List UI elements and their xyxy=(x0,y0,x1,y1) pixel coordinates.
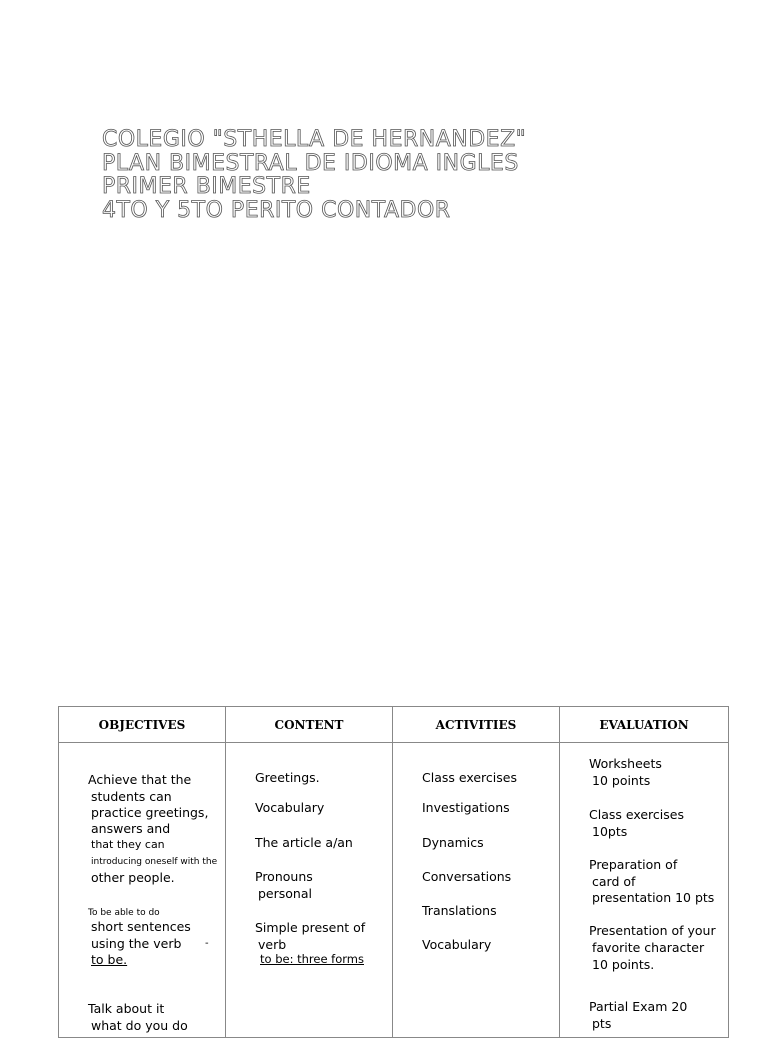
objective-item: Achieve that the xyxy=(88,772,192,787)
table-header-row xyxy=(59,707,729,743)
content-text: to be: three forms xyxy=(260,952,364,966)
activity-item: Vocabulary xyxy=(422,937,492,952)
content-cell xyxy=(226,743,393,1038)
objective-item: Talk about it xyxy=(88,1001,165,1016)
table-row xyxy=(59,743,729,1038)
evaluation-item: Partial Exam 20 xyxy=(589,999,688,1014)
activity-item: Investigations xyxy=(422,800,510,815)
evaluation-item: Class exercises xyxy=(589,807,684,822)
activities-cell xyxy=(393,743,560,1038)
activity-item: Translations xyxy=(422,903,497,918)
title-line-grades: 4TO Y 5TO PERITO CONTADOR xyxy=(102,197,451,223)
title-line-school: COLEGIO "STHELLA DE HERNANDEZ" xyxy=(102,127,527,152)
content-item: Greetings. xyxy=(255,770,320,785)
plan-table xyxy=(58,706,729,1038)
objective-text: short sentences xyxy=(91,919,191,934)
header-content: CONTENT xyxy=(226,707,393,743)
content-item: Pronouns xyxy=(255,869,313,884)
objective-text: answers and xyxy=(91,821,171,836)
objective-text: students can xyxy=(91,789,172,804)
evaluation-text: 10pts xyxy=(592,824,628,839)
content-text: personal xyxy=(258,886,312,901)
content-item: Simple present of xyxy=(255,920,366,935)
title-line-plan: PLAN BIMESTRAL DE IDIOMA INGLES xyxy=(102,150,519,176)
evaluation-text: favorite character xyxy=(592,940,705,955)
content-item: The article a/an xyxy=(255,835,353,850)
evaluation-text: pts xyxy=(592,1016,612,1031)
objective-text: introducing oneself with the xyxy=(91,857,218,867)
header-activities: ACTIVITIES xyxy=(393,707,560,743)
header-objectives: OBJECTIVES xyxy=(59,707,226,743)
objective-text: using the verb xyxy=(91,936,182,951)
objective-text: practice greetings, xyxy=(91,805,209,820)
activity-item: Class exercises xyxy=(422,770,517,785)
evaluation-text: card of xyxy=(592,874,636,889)
header-evaluation: EVALUATION xyxy=(560,707,729,743)
evaluation-item: Worksheets xyxy=(589,756,662,771)
objective-text: that they can xyxy=(91,838,165,851)
evaluation-item: Preparation of xyxy=(589,857,678,872)
objective-text: to be. xyxy=(91,952,128,967)
objective-text: other people. xyxy=(91,870,175,885)
content-text: verb xyxy=(258,937,287,952)
content-item: Vocabulary xyxy=(255,800,325,815)
objective-text: what do you do xyxy=(91,1018,188,1033)
evaluation-text: 10 points. xyxy=(592,957,655,972)
activity-item: Conversations xyxy=(422,869,512,884)
evaluation-text: 10 points xyxy=(592,773,651,788)
evaluation-item: Presentation of your xyxy=(589,923,716,938)
dash-mark: - xyxy=(205,938,209,949)
document-title xyxy=(102,128,742,222)
evaluation-cell xyxy=(560,743,729,1038)
activity-item: Dynamics xyxy=(422,835,484,850)
objective-item: To be able to do xyxy=(88,908,160,918)
objectives-cell xyxy=(59,743,226,1038)
evaluation-text: presentation 10 pts xyxy=(592,890,715,905)
title-line-term: PRIMER BIMESTRE xyxy=(102,174,311,199)
